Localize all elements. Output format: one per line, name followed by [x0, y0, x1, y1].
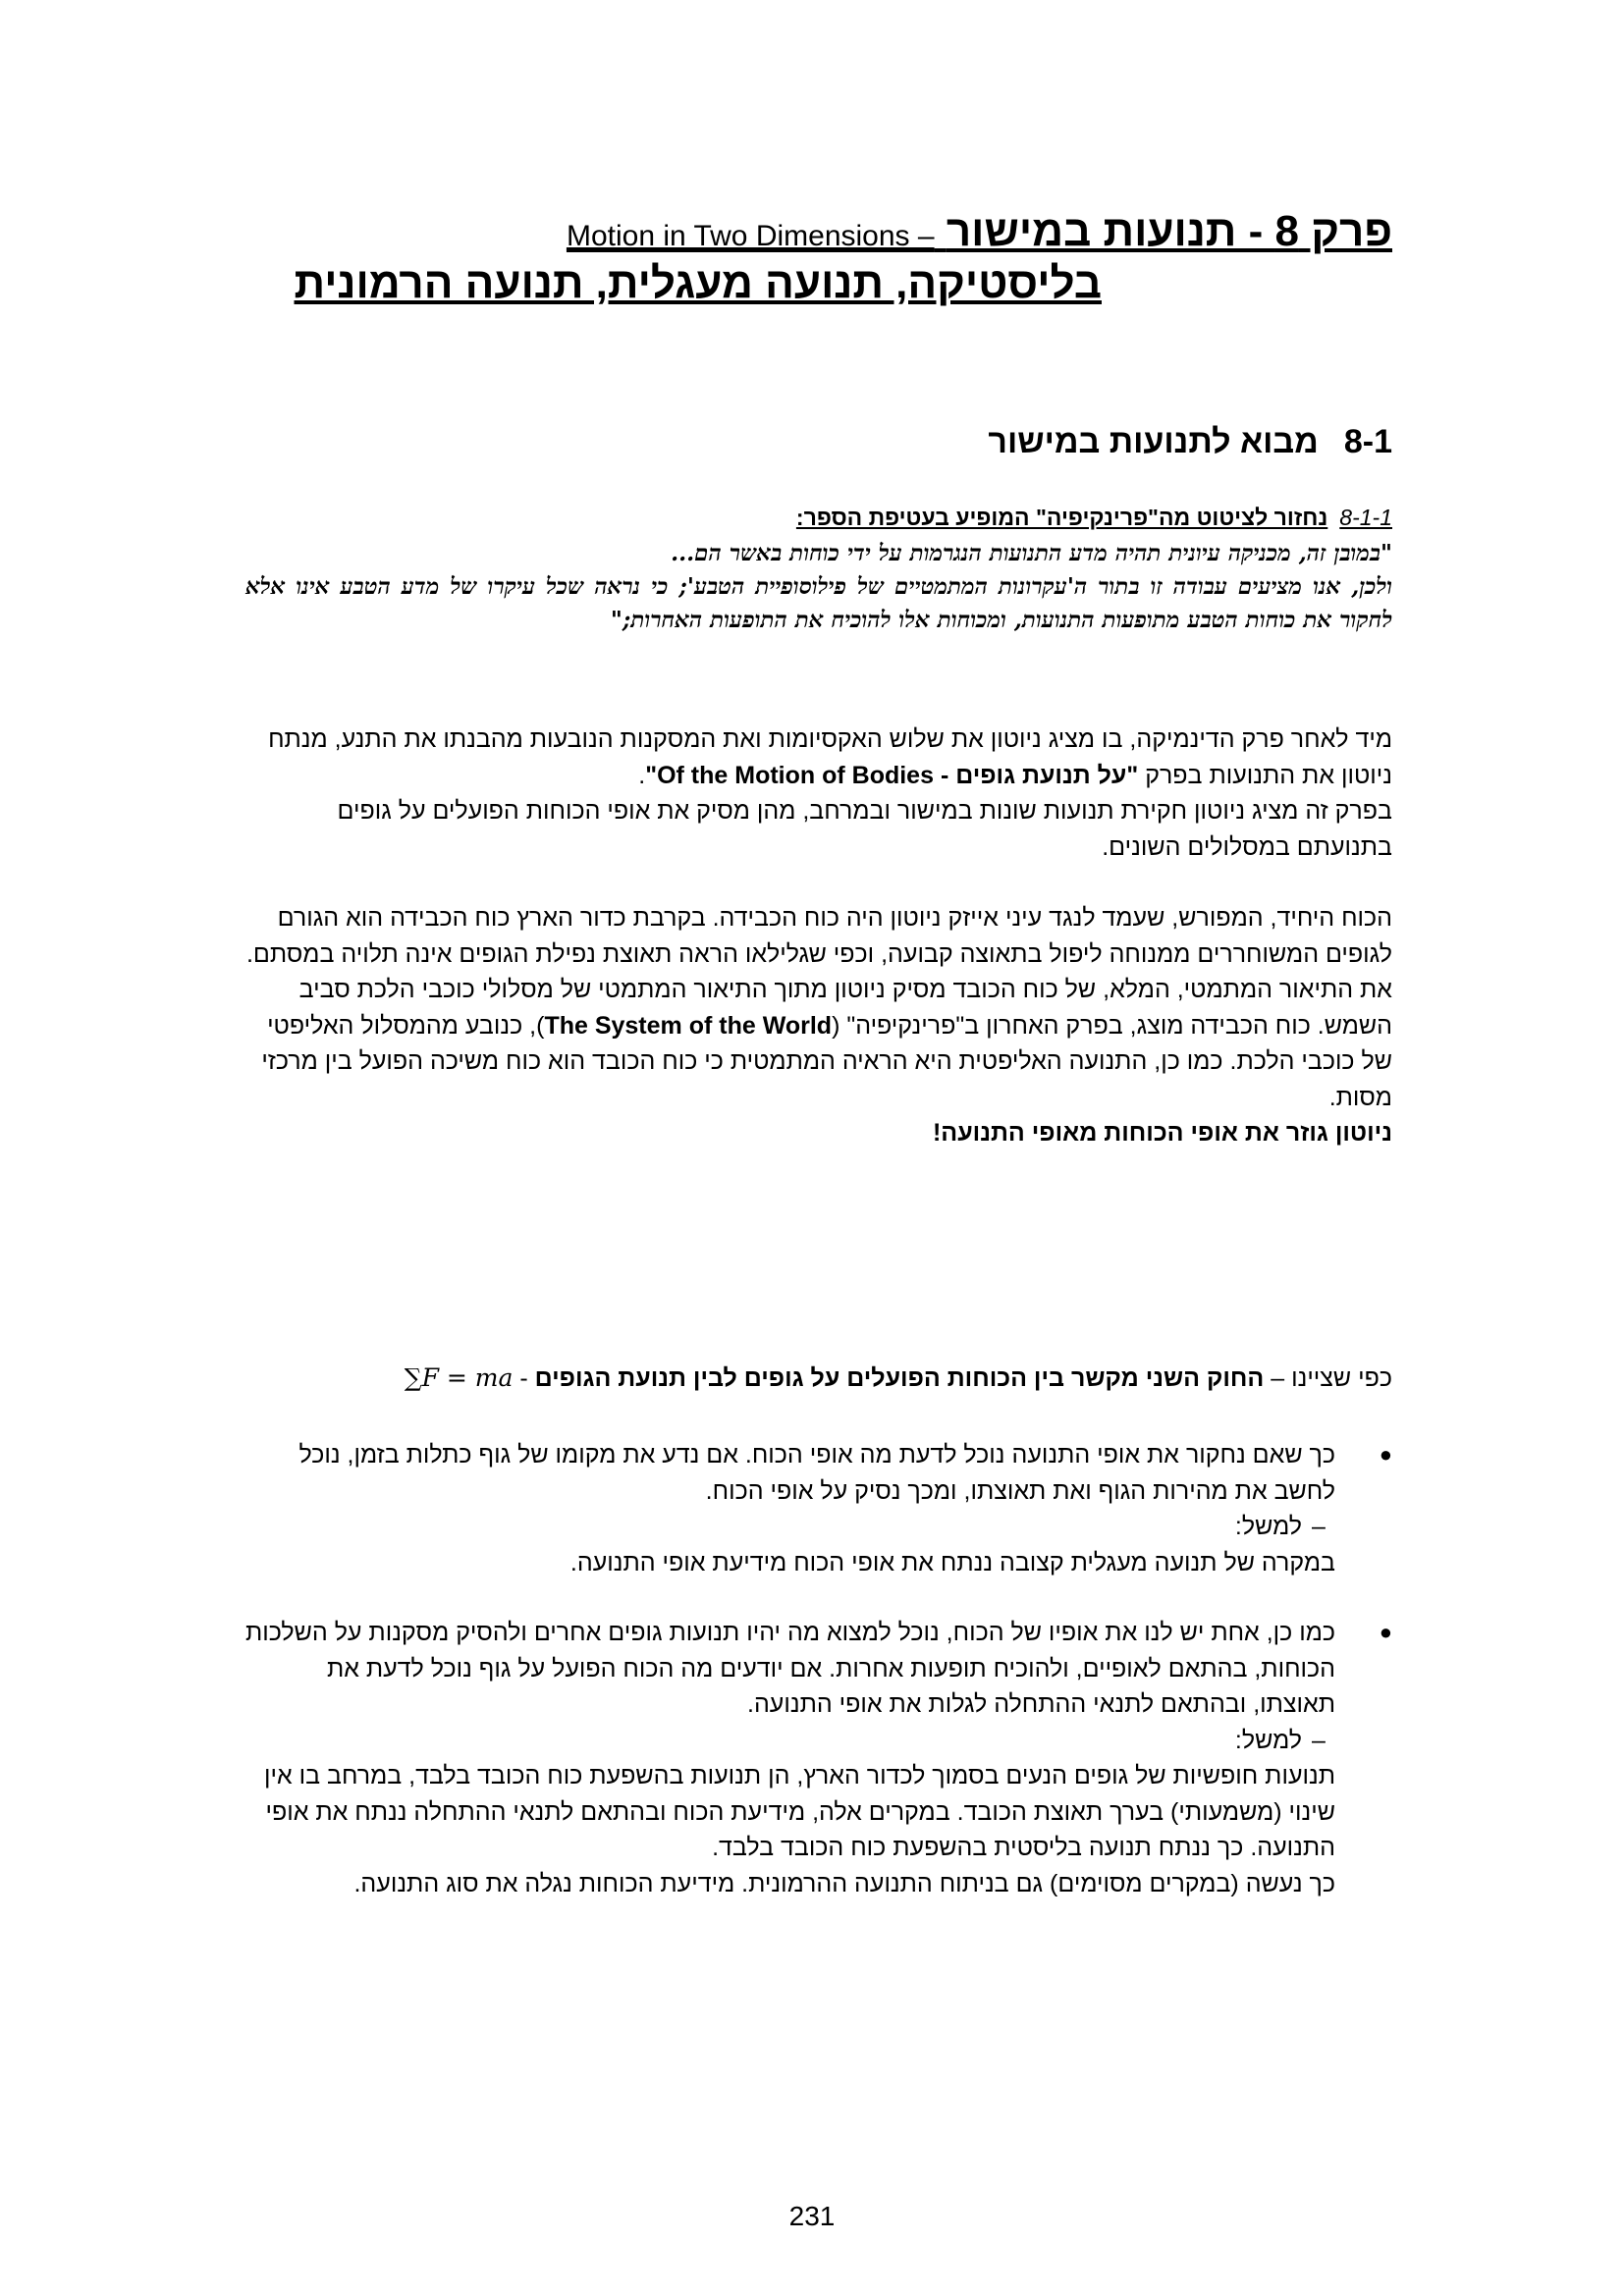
bullet-dot-icon: ●	[1379, 1442, 1392, 1467]
paragraph-2-text-b: את התיאור המתמטי, המלא, של כוח הכובד מסיק ניוטון מתוך התיאור המתמטי של מסלולי כוכבי הלכת סביב השמש. כוח הכבידה מוצג, בפרק האחרון ב"פרינקיפיה" (	[298, 976, 1392, 1040]
second-law-formula: ∑F = ma	[404, 1363, 514, 1392]
chapter-title	[245, 204, 1392, 264]
paragraph-2-gravity: הכוח היחיד, המפורש, שעמד לנגד עיני אייזק ניוטון היה כוח הכבידה. בקרבת כדור הארץ כוח הכבידה הוא הגורם לגופים המשוחררים ממנוחה ליפול בתאוצה קבועה, וכפי שגלילאו הראה תאוצת נפילת הגופים אינה תלויה במסתם.	[245, 904, 1392, 968]
bullet-2-example-label: למשל:	[1234, 1726, 1302, 1754]
bullet-2-example	[245, 1723, 1335, 1759]
second-law-line	[245, 1361, 1392, 1396]
subsection-number: 8-1-1	[1339, 505, 1392, 530]
paragraph-2-conclusion: ניוטון גוזר את אופי הכוחות מאופי התנועה!	[932, 1119, 1392, 1147]
quote-line-1: "במובן זה, מכניקה עיונית תהיה מדע התנועות הנגרמות על ידי כוחות באשר הם...	[671, 540, 1392, 566]
page-number: 231	[788, 2201, 836, 2231]
section-heading	[988, 420, 1392, 463]
paragraph-1-period: .	[638, 761, 646, 789]
principia-quote	[245, 537, 1392, 637]
bullet-2-example-text: תנועות חופשיות של גופים הנעים בסמוך לכדור הארץ, הן תנועות בהשפעת כוח הכובד בלבד, במרחב בו אין שינוי (משמעותי) בערך תאוצת הכובד. במקרים אלה, מידיעת הכוח ובהתאם לתנאי ההתחלה ננתח את אופי התנועה. כך ננתח תנועה בליסטית בהשפעת כוח הכובד בלבד.	[264, 1762, 1335, 1861]
paragraph-1-second: בפרק זה מציג ניוטון חקירת תנועות שונות במישור ובמרחב, מהן מסיק את אופי הכוחות הפועלים על גופים בתנועתם במסלולים השונים.	[337, 797, 1392, 861]
paragraph-1-bold: "על תנועת גופים - Of the Motion of Bodies"	[645, 761, 1139, 789]
section-number: 8-1	[1343, 423, 1392, 460]
bullet-2-example-text-2: כך נעשה (במקרים מסוימים) גם בניתוח התנועה ההרמונית. מידיעת הכוחות נגלה את סוג התנועה.	[353, 1869, 1335, 1897]
chapter-title-english: Motion in Two Dimensions –	[566, 220, 935, 252]
chapter-title-hebrew: פרק 8 - תנועות במישור	[946, 207, 1392, 255]
subsection-heading	[796, 505, 1392, 531]
bullet-2-text: כמו כן, אחת יש לנו את אופיו של הכוח, נוכל למצוא מה יהיו תנועות גופים אחרים ולהסיק מסקנות על השלכות הכוחות, בהתאם לאופיים, ולהוכיח תופעות אחרות. אם יודעים מה הכוח הפועל על גוף נוכל לדעת את תאוצתו, ובהתאם לתנאי ההתחלה לגלות את אופי התנועה.	[245, 1619, 1335, 1718]
bullet-dot-icon: ●	[1379, 1620, 1392, 1644]
paragraph-2-text-c: ), כנובע מהמסלול האליפטי של כוכבי הלכת. כמו כן, התנועה האליפטית היא הראיה המתמטית כי כוח הכובד הוא כוח משיכה הפועל בין מרכזי מסות.	[261, 1011, 1392, 1111]
paragraph-1	[245, 721, 1392, 865]
dash-icon: –	[1312, 1513, 1326, 1540]
paragraph-1-main	[245, 721, 1392, 793]
bullet-1-example	[245, 1509, 1335, 1545]
bullet-1-text: כך שאם נחקור את אופי התנועה נוכל לדעת מה אופי הכוח. אם נדע את מקומו של גוף כתלות בזמן, נוכל לחשב את מהירות הגוף ואת תאוצתו, ומכך נסיק על אופי הכוח.	[298, 1441, 1335, 1505]
quote-line-2: ולכן, אנו מציעים עבודה זו בתור ה'עקרונות המתמטיים של פילוסופיית הטבע'; כי נראה שכל עיקרו של מדע הטבע אינו אלא לחקור את כוחות הטבע מתופעות התנועות, ומכוחות אלו להוכיח את התופעות האחרות;"	[245, 573, 1392, 633]
section-title: מבוא לתנועות במישור	[988, 423, 1319, 460]
page	[245, 0, 1392, 2296]
subsection-title: נחזור לציטוט מה"פרינקיפיה" המופיע בעטיפת הספר:	[795, 505, 1328, 530]
bullet-1-example-text: במקרה של תנועה מעגלית קצובה ננתח את אופי הכוח מידיעת אופי התנועה.	[569, 1548, 1335, 1576]
formula-separator: -	[513, 1364, 535, 1392]
formula-lead: כפי שציינו –	[1264, 1364, 1392, 1392]
bullet-1-example-label: למשל:	[1234, 1513, 1302, 1540]
bullet-item-1	[245, 1437, 1392, 1580]
dash-icon: –	[1312, 1726, 1326, 1754]
paragraph-2-bold-english: The System of the World	[544, 1011, 833, 1040]
paragraph-2-system	[245, 972, 1392, 1115]
bullet-item-2	[245, 1615, 1392, 1901]
paragraph-2	[245, 900, 1392, 1151]
formula-bold-text: החוק השני מקשר בין הכוחות הפועלים על גופים לבין תנועת הגופים	[534, 1364, 1265, 1392]
paragraph-1-text: מיד לאחר פרק הדינמיקה, בו מציג ניוטון את שלוש האקסיומות ואת המסקנות הנובעות מהבנתו את התנע, מנתח ניוטון את התנועות בפרק	[268, 725, 1392, 789]
chapter-subtitle: בליסטיקה, תנועה מעגלית, תנועה הרמונית	[294, 259, 1102, 307]
